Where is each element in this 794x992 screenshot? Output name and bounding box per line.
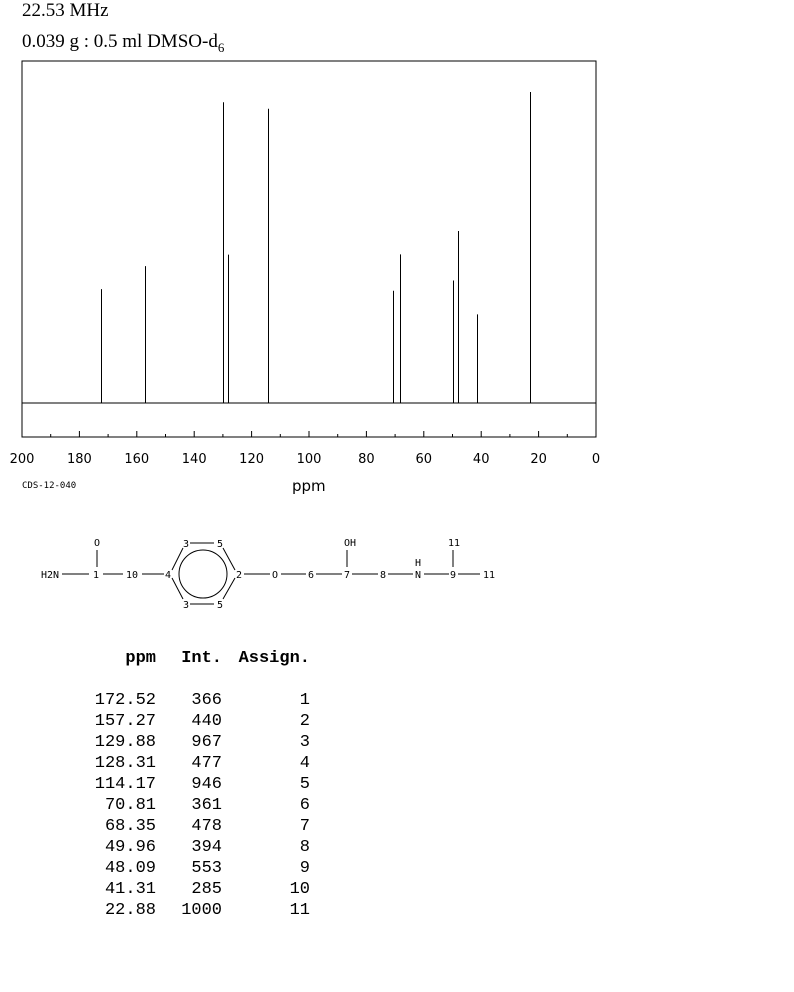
x-tick-label: 60: [415, 452, 433, 467]
ppm-cell: 129.88: [94, 733, 156, 752]
atom-label: 7: [343, 570, 351, 581]
table-row: [90, 795, 310, 816]
nmr-spectrum-chart: [0, 0, 794, 475]
int-cell: 967: [191, 733, 222, 752]
col-ppm-header: ppm: [125, 649, 156, 668]
col-assign-header: Assign.: [238, 649, 310, 668]
atom-label: N: [414, 570, 422, 581]
int-cell: 366: [191, 691, 222, 710]
int-cell: 361: [191, 796, 222, 815]
atom-label: 5: [216, 600, 224, 611]
int-cell: 478: [191, 817, 222, 836]
atom-label: H: [414, 558, 422, 569]
ppm-cell: 172.52: [94, 691, 156, 710]
x-tick-label: 0: [591, 452, 601, 467]
ppm-cell: 114.17: [94, 775, 156, 794]
ppm-cell: 157.27: [94, 712, 156, 731]
int-cell: 477: [191, 754, 222, 773]
atom-label: 4: [164, 570, 172, 581]
x-tick-label: 200: [9, 452, 35, 467]
assign-cell: 9: [299, 859, 310, 878]
x-tick-label: 160: [124, 452, 150, 467]
assign-cell: 1: [299, 691, 310, 710]
col-int-header: Int.: [181, 649, 222, 668]
atom-label: O: [271, 570, 279, 581]
x-tick-label: 120: [239, 452, 265, 467]
atom-label: 5: [216, 539, 224, 550]
atom-label: 11: [447, 538, 461, 549]
ppm-cell: 49.96: [104, 838, 156, 857]
atom-label: OH: [343, 538, 357, 549]
table-row: [90, 816, 310, 837]
int-cell: 285: [191, 880, 222, 899]
atom-label: 3: [182, 539, 190, 550]
ppm-cell: 41.31: [104, 880, 156, 899]
atom-label: 10: [125, 570, 139, 581]
atom-label: 11: [482, 570, 496, 581]
assign-cell: 10: [289, 880, 310, 899]
assign-cell: 6: [299, 796, 310, 815]
ppm-cell: 128.31: [94, 754, 156, 773]
x-tick-label: 40: [472, 452, 490, 467]
x-tick-label: 100: [296, 452, 322, 467]
table-row: [90, 879, 310, 900]
plot-frame: [22, 61, 596, 437]
x-axis-label: ppm: [292, 477, 326, 495]
x-tick-label: 20: [530, 452, 547, 467]
ppm-cell: 70.81: [104, 796, 156, 815]
table-row: [90, 774, 310, 795]
assign-cell: 5: [299, 775, 310, 794]
sample-prefix: 0.039 g : 0.5 ml DMSO-d: [22, 31, 218, 52]
assign-cell: 11: [289, 901, 310, 920]
table-row: [90, 858, 310, 879]
ppm-cell: 48.09: [104, 859, 156, 878]
sample-subscript: 6: [217, 39, 225, 55]
peak-table-header: [90, 648, 310, 669]
atom-label: H2N: [40, 570, 60, 581]
x-tick-label: 180: [66, 452, 92, 467]
atom-label: 8: [379, 570, 387, 581]
ppm-cell: 22.88: [104, 901, 156, 920]
assign-cell: 8: [299, 838, 310, 857]
int-cell: 553: [191, 859, 222, 878]
spectrometer-frequency: 22.53 MHz: [22, 0, 109, 21]
peak-table: [90, 648, 310, 921]
x-tick-label: 80: [358, 452, 375, 467]
int-cell: 440: [191, 712, 222, 731]
assign-cell: 7: [299, 817, 310, 836]
atom-label: 2: [235, 570, 243, 581]
x-tick-label: 140: [181, 452, 207, 467]
atom-label: 3: [182, 600, 190, 611]
ppm-cell: 68.35: [104, 817, 156, 836]
table-row: [90, 732, 310, 753]
atom-label: 6: [307, 570, 315, 581]
int-cell: 1000: [181, 901, 222, 920]
table-row: [90, 711, 310, 732]
table-row: [90, 690, 310, 711]
assign-cell: 4: [299, 754, 310, 773]
table-row: [90, 900, 310, 921]
assign-cell: 2: [299, 712, 310, 731]
assign-cell: 3: [299, 733, 310, 752]
atom-label: O: [93, 538, 101, 549]
spectrum-code: CDS-12-040: [22, 481, 77, 491]
molecule-structure: [0, 530, 520, 615]
atom-label: 9: [449, 570, 457, 581]
int-cell: 394: [191, 838, 222, 857]
int-cell: 946: [191, 775, 222, 794]
table-row: [90, 753, 310, 774]
table-row: [90, 837, 310, 858]
atom-label: 1: [92, 570, 100, 581]
